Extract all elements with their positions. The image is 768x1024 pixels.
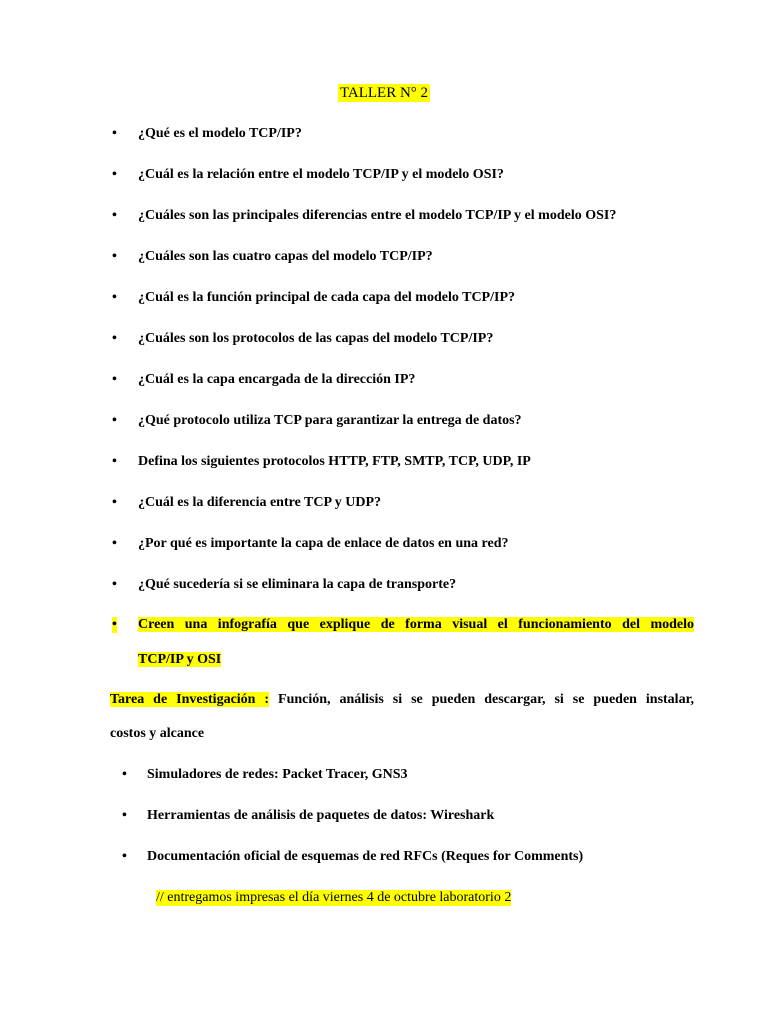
task-paragraph-line2: costos y alcance xyxy=(110,726,205,741)
task-text: Función, análisis si se pueden descargar, si se pueden instalar, xyxy=(278,692,694,707)
highlighted-question-line1 xyxy=(138,617,694,633)
highlighted-question-text: Creen una infografía que explique de forma visual el funcionamiento del modelo xyxy=(138,617,694,632)
highlighted-question-line2 xyxy=(138,652,221,668)
bullet: • xyxy=(112,577,117,592)
question-item: ¿Cuál es la función principal de cada capa del modelo TCP/IP? xyxy=(138,290,515,305)
bullet: • xyxy=(112,331,117,346)
bullet: • xyxy=(112,167,117,182)
bullet-highlighted: • xyxy=(112,617,117,632)
bullet: • xyxy=(122,808,127,823)
task-item: Documentación oficial de esquemas de red RFCs (Reques for Comments) xyxy=(147,849,584,864)
delivery-note: // entregamos impresas el día viernes 4 de octubre laboratorio 2 xyxy=(156,890,512,905)
question-item: ¿Cuáles son los protocolos de las capas del modelo TCP/IP? xyxy=(138,331,494,346)
bullet: • xyxy=(122,767,127,782)
bullet: • xyxy=(122,849,127,864)
task-label: Tarea de Investigación : xyxy=(110,692,270,707)
question-item: ¿Cuál es la capa encargada de la dirección IP? xyxy=(138,372,416,387)
question-item: ¿Qué es el modelo TCP/IP? xyxy=(138,126,302,141)
question-item: ¿Cuáles son las cuatro capas del modelo TCP/IP? xyxy=(138,249,433,264)
bullet: • xyxy=(112,495,117,510)
question-item: ¿Por qué es importante la capa de enlace de datos en una red? xyxy=(138,536,509,551)
bullet: • xyxy=(112,413,117,428)
bullet: • xyxy=(112,208,117,223)
highlighted-question-text: TCP/IP y OSI xyxy=(138,652,222,667)
question-item: ¿Cuáles son las principales diferencias entre el modelo TCP/IP y el modelo OSI? xyxy=(138,208,617,223)
bullet: • xyxy=(112,126,117,141)
task-item: Simuladores de redes: Packet Tracer, GNS3 xyxy=(147,767,408,782)
question-item: ¿Qué protocolo utiliza TCP para garantizar la entrega de datos? xyxy=(138,413,522,428)
question-item: ¿Cuál es la relación entre el modelo TCP/IP y el modelo OSI? xyxy=(138,167,504,182)
question-item: Defina los siguientes protocolos HTTP, FTP, SMTP, TCP, UDP, IP xyxy=(138,454,531,469)
question-item: ¿Qué sucedería si se eliminara la capa de transporte? xyxy=(138,577,457,592)
title-container xyxy=(0,84,768,102)
bullet: • xyxy=(112,372,117,387)
task-paragraph-line1 xyxy=(110,692,694,708)
task-item: Herramientas de análisis de paquetes de datos: Wireshark xyxy=(147,808,495,823)
page-title: TALLER N° 2 xyxy=(339,85,429,101)
bullet: • xyxy=(112,249,117,264)
question-item: ¿Cuál es la diferencia entre TCP y UDP? xyxy=(138,495,382,510)
bullet: • xyxy=(112,536,117,551)
bullet: • xyxy=(112,290,117,305)
bullet: • xyxy=(112,454,117,469)
